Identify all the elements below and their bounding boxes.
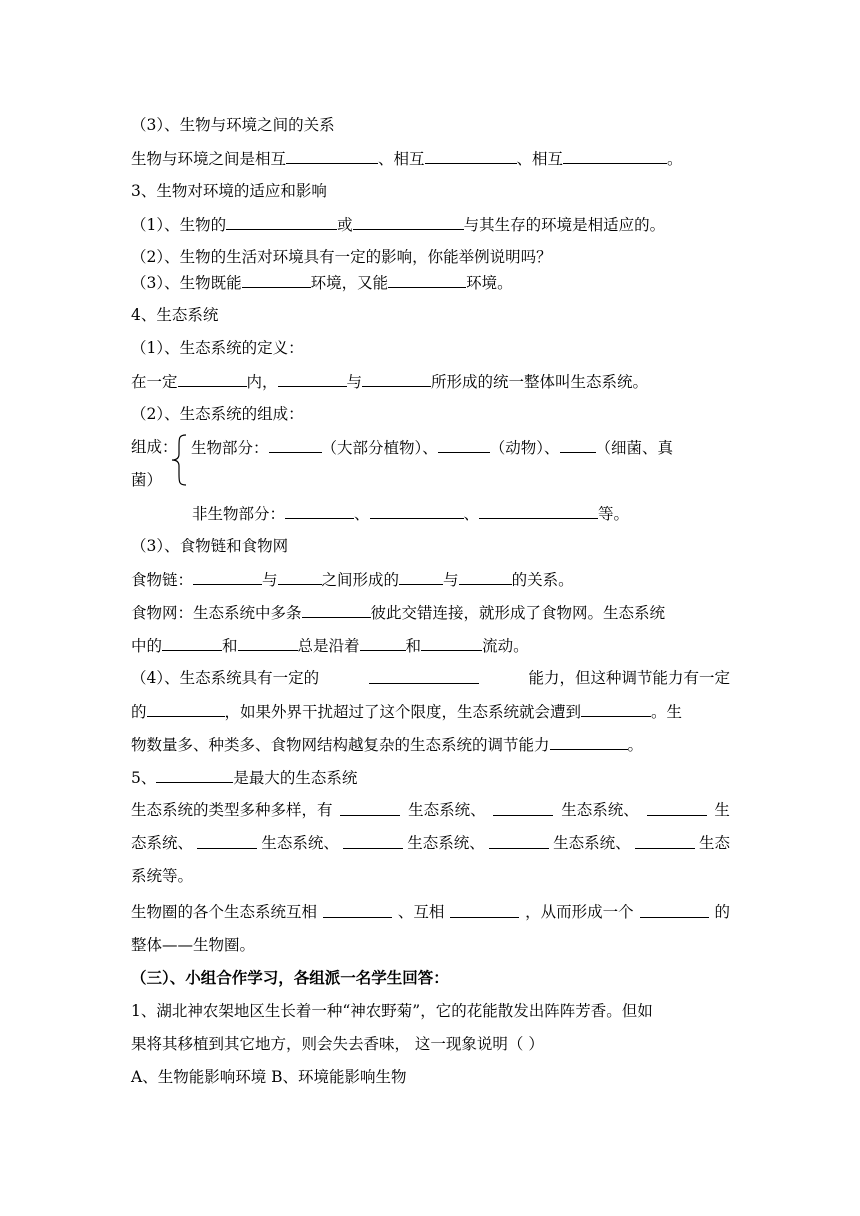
answer-blank[interactable] <box>647 800 707 816</box>
answer-blank[interactable] <box>323 902 392 918</box>
ecosystem-types-line-1: 生态系统的类型多种多样，有 生态系统、 生态系统、 生 <box>131 801 730 819</box>
regulation-line-2: 的 ，如果外界干扰超过了这个限度，生态系统就会遭到 。生 <box>131 703 683 721</box>
answer-blank[interactable] <box>360 635 406 651</box>
composition-label: 组成： <box>131 438 178 456</box>
influence-question: （2）、生物的生活对环境具有一定的影响，你能举例说明吗？ <box>131 248 552 266</box>
answer-blank[interactable] <box>285 503 354 519</box>
ecosystem-types-line-3: 系统等。 <box>131 867 194 885</box>
regulation-line-3: 物数量多、种类多、食物网结构越复杂的生态系统的调节能力 。 <box>131 736 644 754</box>
heading-4: 4、生态系统 <box>131 306 219 324</box>
regulation-line-1: （4）、生态系统具有一定的 能力，但这种调节能力有一定 <box>131 669 730 687</box>
curly-brace-icon <box>170 434 188 486</box>
definition-line: 在一定 内， 与 所形成的统一整体叫生态系统。 <box>131 373 649 391</box>
composition-title: （2）、生态系统的组成： <box>131 405 304 423</box>
answer-blank[interactable] <box>450 902 519 918</box>
answer-blank[interactable] <box>479 503 598 519</box>
answer-blank[interactable] <box>353 214 464 230</box>
relationship-line: 生物与环境之间是相互 、相互 、相互 。 <box>131 150 683 168</box>
question-1-options: A、生物能影响环境 B、环境能影响生物 <box>131 1068 407 1086</box>
heading-5: 5、 是最大的生态系统 <box>131 769 358 787</box>
answer-blank[interactable] <box>226 214 337 230</box>
answer-blank[interactable] <box>459 569 512 585</box>
adaptation-line: （1）、生物的 或 与其生存的环境是相适应的。 <box>131 216 666 234</box>
answer-blank[interactable] <box>278 371 347 387</box>
answer-blank[interactable] <box>193 569 262 585</box>
answer-blank[interactable] <box>563 148 667 164</box>
answer-blank[interactable] <box>560 437 596 453</box>
answer-blank[interactable] <box>178 371 247 387</box>
question-1-line-1: 1、湖北神农架地区生长着一种“神农野菊”，它的花能散发出阵阵芳香。但如 <box>131 1002 653 1020</box>
answer-blank[interactable] <box>550 734 628 750</box>
answer-blank[interactable] <box>238 635 298 651</box>
definition-title: （1）、生态系统的定义： <box>131 339 304 357</box>
section-title-relationship: （3）、生物与环境之间的关系 <box>131 116 335 134</box>
biosphere-line-2: 整体——生物圈。 <box>131 936 256 954</box>
answer-blank[interactable] <box>581 701 651 717</box>
answer-blank[interactable] <box>369 668 479 684</box>
answer-blank[interactable] <box>640 902 709 918</box>
answer-blank[interactable] <box>286 148 378 164</box>
answer-blank[interactable] <box>635 833 695 849</box>
answer-blank[interactable] <box>269 437 322 453</box>
answer-blank[interactable] <box>421 635 482 651</box>
answer-blank[interactable] <box>147 701 225 717</box>
answer-blank[interactable] <box>156 767 233 783</box>
biotic-line-end: 菌） <box>131 471 163 489</box>
answer-blank[interactable] <box>425 148 517 164</box>
answer-blank[interactable] <box>399 569 443 585</box>
answer-blank[interactable] <box>370 503 464 519</box>
answer-blank[interactable] <box>362 371 431 387</box>
abiotic-line: 非生物部分： 、 、 等。 <box>192 505 630 523</box>
biotic-line: 生物部分： （大部分植物）、 （动物）、 （细菌、真 <box>191 439 674 457</box>
both-line: （3）、生物既能 环境，又能 环境。 <box>131 274 513 292</box>
answer-blank[interactable] <box>278 569 322 585</box>
answer-blank[interactable] <box>388 272 466 288</box>
answer-blank[interactable] <box>438 437 490 453</box>
food-web-line-2: 中的 和 总是沿着 和 流动。 <box>131 637 529 655</box>
food-chain-title: （3）、食物链和食物网 <box>131 537 289 555</box>
answer-blank[interactable] <box>343 833 403 849</box>
answer-blank[interactable] <box>197 833 257 849</box>
answer-blank[interactable] <box>302 602 371 618</box>
group-study-heading: （三）、小组合作学习，各组派一名学生回答： <box>131 968 449 987</box>
answer-blank[interactable] <box>340 800 400 816</box>
ecosystem-types-line-2: 态系统、 生态系统、 生态系统、 生态系统、 生态 <box>131 834 730 852</box>
answer-blank[interactable] <box>489 833 549 849</box>
heading-3: 3、生物对环境的适应和影响 <box>131 182 327 200</box>
food-web-line-1: 食物网：生态系统中多条 彼此交错连接，就形成了食物网。生态系统 <box>131 604 666 622</box>
food-chain-line: 食物链： 与 之间形成的 与 的关系。 <box>131 571 574 589</box>
answer-blank[interactable] <box>162 635 222 651</box>
answer-blank[interactable] <box>493 800 553 816</box>
answer-blank[interactable] <box>242 272 311 288</box>
question-1-line-2: 果将其移植到其它地方，则会失去香味， 这一现象说明（ ） <box>131 1035 544 1053</box>
biosphere-line-1: 生物圈的各个生态系统互相 、互相 ，从而形成一个 的 <box>131 903 730 921</box>
